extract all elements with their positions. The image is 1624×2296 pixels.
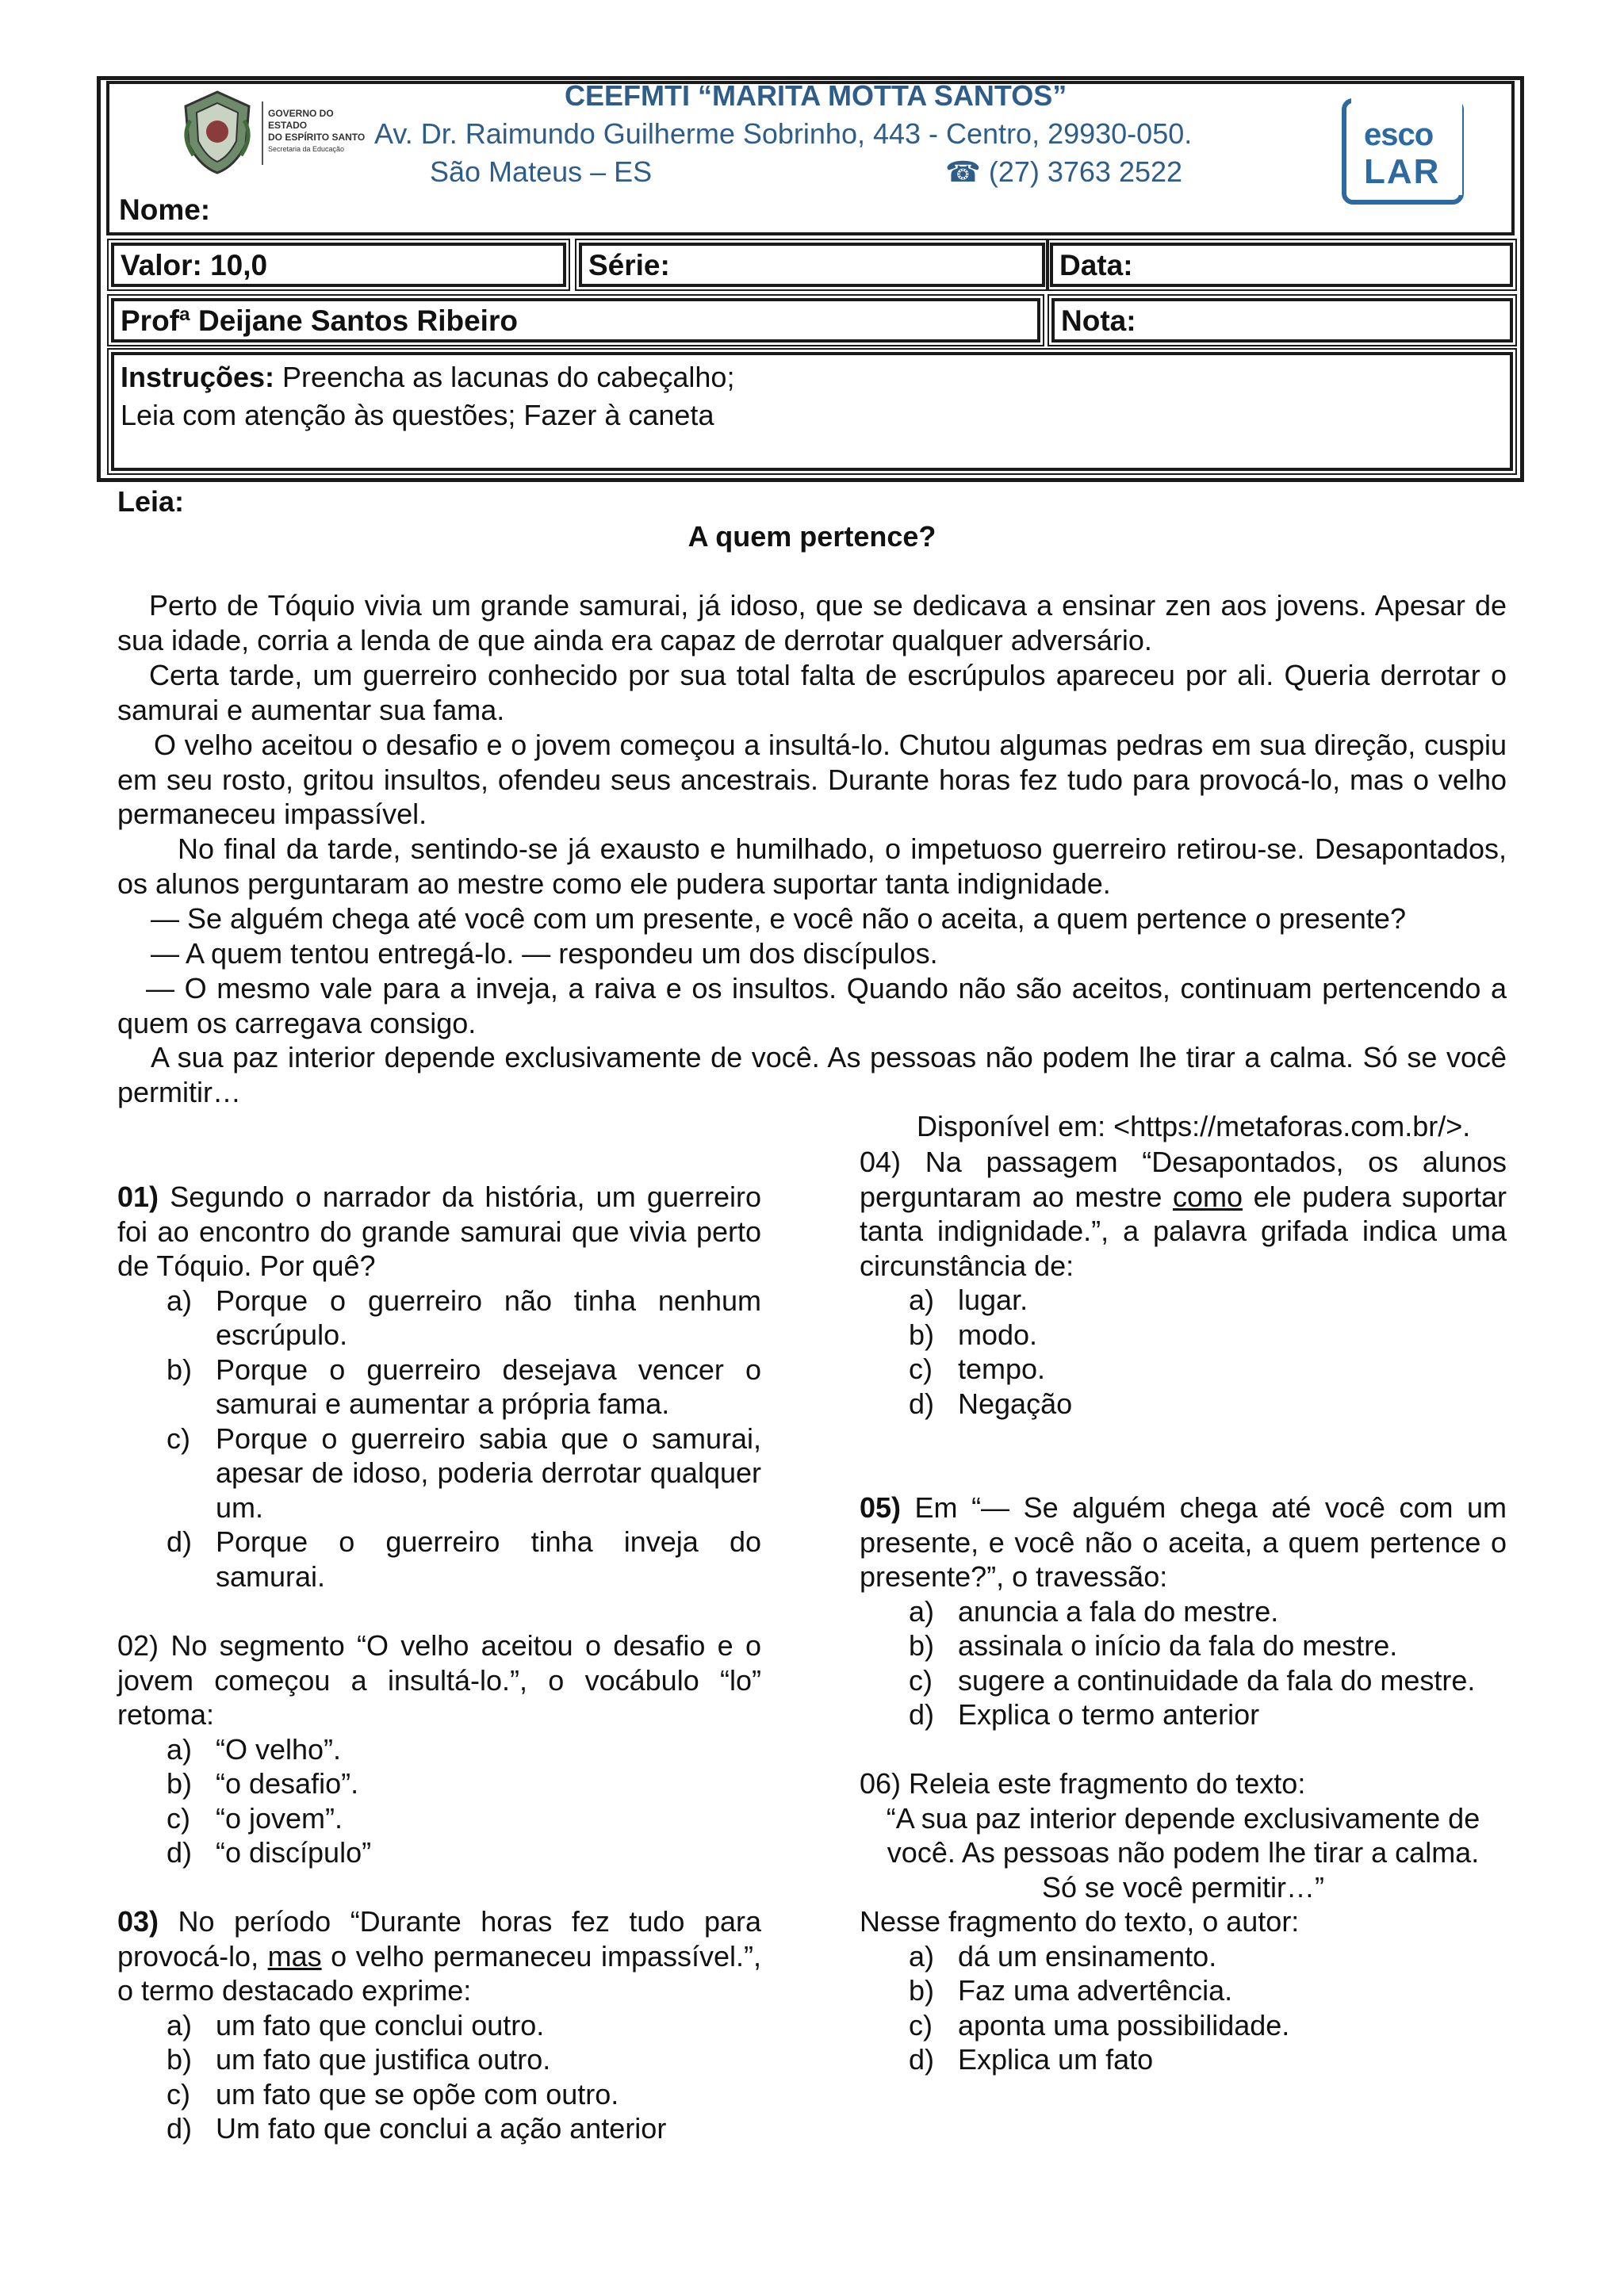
coat-of-arms-logo [179, 89, 255, 176]
instructions-line-2: Leia com atenção às questões; Fazer à caneta [121, 399, 714, 431]
question-02 [117, 1628, 761, 1870]
option-c[interactable]: c) sugere a continuidade da fala do mestre. [909, 1663, 1476, 1697]
option-d[interactable]: d) “o discípulo” [167, 1836, 372, 1869]
option-d[interactable]: d) Negação [909, 1387, 1073, 1420]
leia-label: Leia: [117, 485, 185, 518]
question-05 [860, 1490, 1507, 1732]
professor-cell [111, 298, 1040, 342]
school-city: São Mateus – ES [430, 155, 653, 188]
question-prompt: Nesse fragmento do texto, o autor: [860, 1905, 1300, 1938]
question-06 [860, 1766, 1507, 2077]
option-b[interactable]: b) “o desafio”. [167, 1767, 359, 1800]
question-text: Em “— Se alguém chega até você com um presente, e você não o aceita, a quem pertence o presente?”, o travessão: [860, 1491, 1507, 1593]
instructions-line-1: Preencha as lacunas do cabeçalho; [274, 361, 735, 393]
escolar-logo-top: esco [1364, 117, 1434, 152]
question-number: 05) [860, 1491, 902, 1524]
question-text: Segundo o narrador da história, um guerreiro foi ao encontro do grande samurai que vivia perto de Tóquio. Por quê? [117, 1181, 761, 1282]
escolar-logo-bottom: LAR [1364, 152, 1441, 191]
option-c[interactable]: c) tempo. [909, 1353, 1046, 1385]
source-citation: Disponível em: <https://metaforas.com.br/>. [917, 1110, 1471, 1142]
valor-label: Valor: 10,0 [121, 249, 268, 281]
story-dialogue: — A quem tentou entregá-lo. — respondeu um dos discípulos. [151, 937, 938, 970]
school-phone: ☎ (27) 3763 2522 [945, 155, 1183, 188]
valor-cell [111, 243, 566, 287]
question-number: 01) [117, 1181, 159, 1213]
option-d[interactable]: d) Explica um fato [909, 2043, 1154, 2076]
quote-fragment: “A sua paz interior depende exclusivamente de você. As pessoas não podem lhe tirar a calma. Só se você permitir…” [886, 1801, 1480, 1904]
story-paragraph: O velho aceitou o desafio e o jovem começou a insultá-lo. Chutou algumas pedras em sua direção, cuspiu em seu rosto, gritou insultos, ofendeu seus ancestrais. Durante horas fez tudo para provocá-lo, mas o velho permaneceu impassível. [117, 729, 1507, 830]
data-field[interactable] [1050, 243, 1513, 287]
nota-field[interactable] [1051, 298, 1513, 342]
professor-label: Profª Deijane Santos Ribeiro [121, 304, 518, 337]
instructions-box [111, 352, 1513, 471]
option-b[interactable]: b) assinala o início da fala do mestre. [909, 1629, 1398, 1662]
question-03: 03) No período “Durante horas fez tudo para provocá-lo, mas o velho permaneceu impassível.”, o termo destacado exprime: a) um fato que conclui outro. b) um fato que justifica outro. c) um fato que se opõe com outro. d) Um fato que conclui a ação anterior [117, 1905, 762, 2145]
serie-field[interactable] [579, 243, 1045, 287]
option-a[interactable]: a) lugar. [909, 1284, 1028, 1316]
gov-logo-line-1: GOVERNO DO ESTADO [268, 108, 334, 131]
story-paragraph: Perto de Tóquio vivia um grande samurai, já idoso, que se dedicava a ensinar zen aos jovens. Apesar de sua idade, corria a lenda de que ainda era capaz de derrotar qualquer adversário. [117, 589, 1507, 656]
gov-logo-line-3: Secretaria da Educação [268, 145, 345, 153]
story-paragraph: Certa tarde, um guerreiro conhecido por sua total falta de escrúpulos apareceu por ali. Queria derrotar o samurai e aumentar sua fama. [117, 659, 1507, 726]
underlined-word: como [1172, 1180, 1243, 1213]
instructions-label: Instruções: [121, 361, 275, 393]
option-c[interactable]: c) Porque o guerreiro sabia que o samurai, apesar de idoso, poderia derrotar qualquer um. [167, 1422, 761, 1524]
option-a[interactable]: a) Porque o guerreiro não tinha nenhum escrúpulo. [167, 1284, 761, 1351]
gov-logo-divider [262, 101, 263, 165]
gov-logo-text [268, 108, 371, 155]
option-d[interactable]: d) Porque o guerreiro tinha inveja do samurai. [167, 1525, 761, 1593]
option-c[interactable]: c) aponta uma possibilidade. [909, 2008, 1290, 2042]
story-paragraph: A sua paz interior depende exclusivamente de você. As pessoas não podem lhe tirar a calma. Só se você permitir… [117, 1041, 1507, 1108]
school-address: Av. Dr. Raimundo Guilherme Sobrinho, 443 - Centro, 29930-050. [374, 117, 1193, 150]
question-04: 04) Na passagem “Desapontados, os alunos perguntaram ao mestre como ele pudera suportar tanta indignidade.”, a palavra grifada indica uma circunstância de: a) lugar. b) modo. c) tempo. d) Negação [860, 1146, 1507, 1420]
option-a[interactable]: a) “O velho”. [167, 1732, 342, 1766]
nota-label: Nota: [1061, 304, 1136, 337]
question-01 [117, 1180, 761, 1594]
option-b[interactable]: b) Porque o guerreiro desejava vencer o samurai e aumentar a própria fama. [167, 1353, 761, 1420]
serie-label: Série: [588, 249, 670, 281]
option-b[interactable]: b) Faz uma advertência. [909, 1974, 1233, 2007]
text-title: A quem pertence? [688, 520, 936, 553]
story-paragraph: No final da tarde, sentindo-se já exausto e humilhado, o impetuoso guerreiro retirou-se. Desapontados, os alunos perguntaram ao mestre como ele pudera suportar tanta indignidade. [117, 832, 1507, 900]
gov-logo-line-2: DO ESPÍRITO SANTO [268, 132, 366, 143]
question-text: 02) No segmento “O velho aceitou o desafio e o jovem começou a insultá-lo.”, o vocábulo “lo” retoma: [117, 1629, 761, 1731]
option-c[interactable]: c) “o jovem”. [167, 1801, 343, 1835]
underlined-word: mas [267, 1939, 322, 1973]
option-d[interactable]: d) Um fato que conclui a ação anterior [167, 2112, 667, 2145]
school-name: CEEFMTI “MARITA MOTTA SANTOS” [565, 79, 1067, 112]
option-a[interactable]: a) um fato que conclui outro. [167, 2008, 545, 2042]
option-c[interactable]: c) um fato que se opõe com outro. [167, 2077, 619, 2110]
question-text: 06) Releia este fragmento do texto: [860, 1767, 1306, 1800]
story-dialogue: — Se alguém chega até você com um presente, e você não o aceita, a quem pertence o presente? [151, 902, 1406, 935]
option-d[interactable]: d) Explica o termo anterior [909, 1698, 1260, 1731]
question-number: 03) [117, 1905, 159, 1938]
option-a[interactable]: a) anuncia a fala do mestre. [909, 1594, 1279, 1628]
story-dialogue: — O mesmo vale para a inveja, a raiva e os insultos. Quando não são aceitos, continuam pertencendo a quem os carregava consigo. [117, 972, 1507, 1039]
option-a[interactable]: a) dá um ensinamento. [909, 1939, 1217, 1973]
option-b[interactable]: b) modo. [909, 1318, 1038, 1351]
escolar-logo [1342, 98, 1464, 205]
option-b[interactable]: b) um fato que justifica outro. [167, 2043, 551, 2076]
name-field-label[interactable]: Nome: [119, 193, 211, 226]
data-label: Data: [1059, 249, 1133, 281]
